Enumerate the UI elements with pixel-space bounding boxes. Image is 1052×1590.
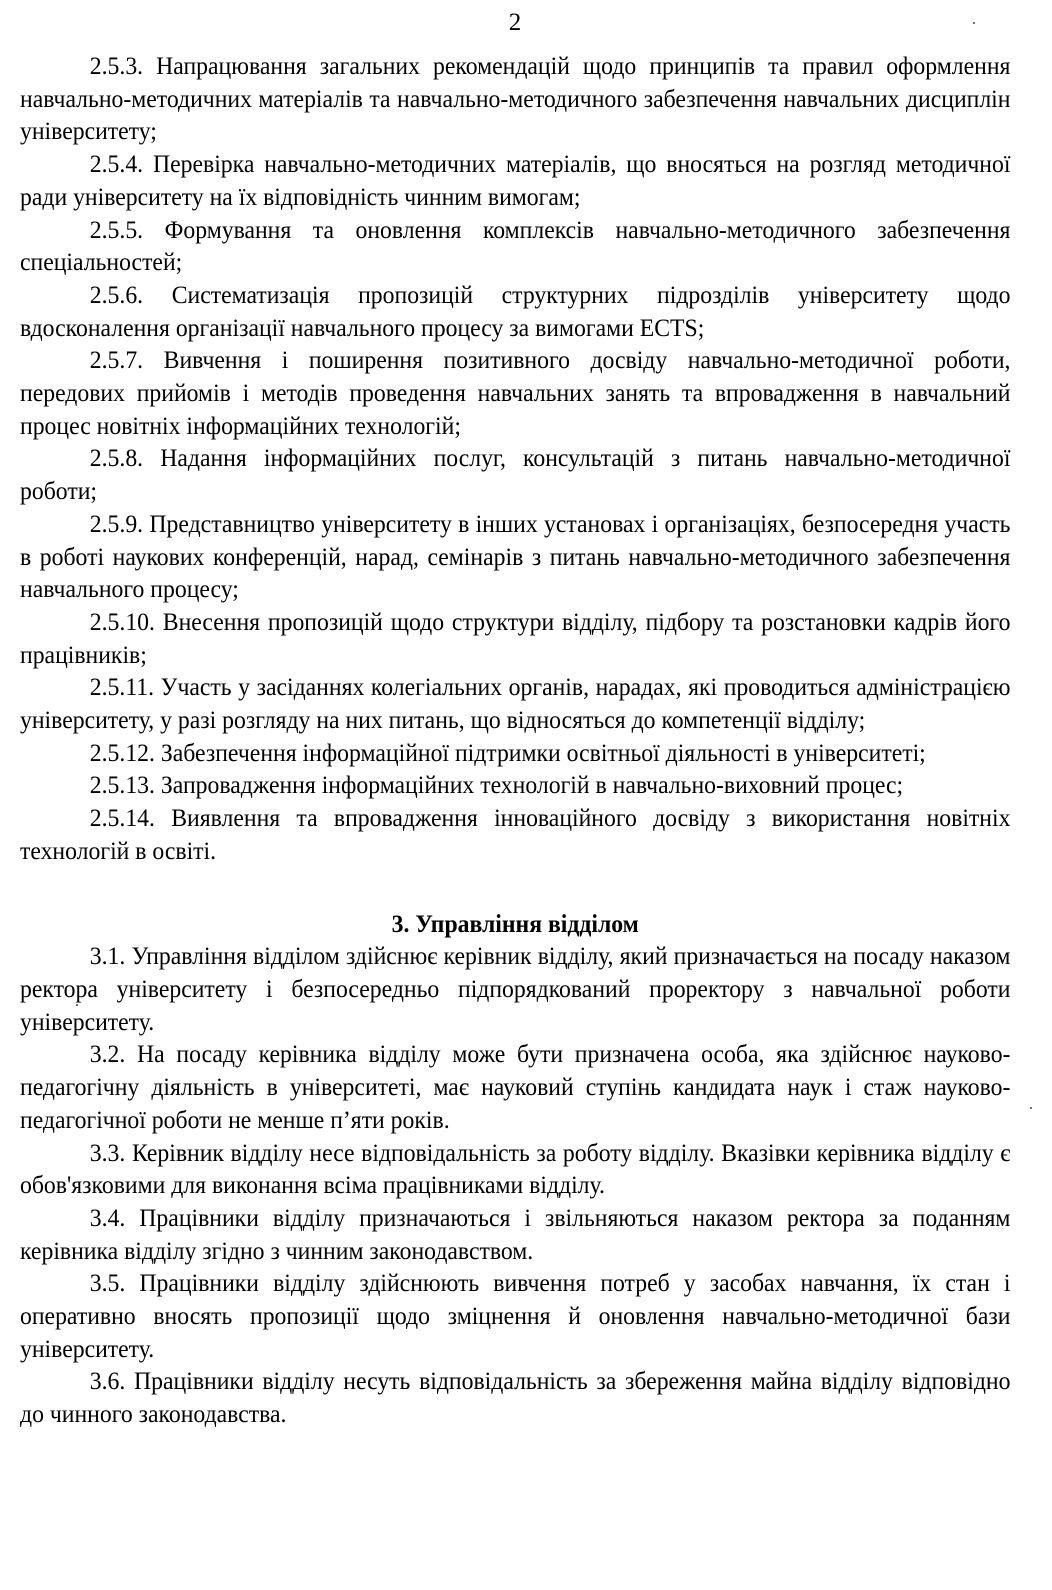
document-body — [20, 50, 1010, 1431]
item-2-5-13: 2.5.13. Запровадження інформаційних технологій в навчально-виховний процес; — [89, 770, 904, 800]
item-3-5: 3.5. Працівники відділу здійснюють вивчення потреб у засобах навчання, їх стан і оперативно вносять пропозиції щодо зміцнення й оновлення навчально-методичної бази університету. — [20, 1268, 1011, 1363]
page-number: 2 — [508, 9, 522, 36]
scan-speck — [973, 22, 975, 24]
item-2-5-10: 2.5.10. Внесення пропозицій щодо структури відділу, підбору та розстановки кадрів його працівників; — [20, 606, 1011, 669]
scan-speck — [76, 1004, 78, 1006]
item-2-5-5: 2.5.5. Формування та оновлення комплексів навчально-методичного забезпечення спеціальностей; — [20, 214, 1011, 277]
item-3-6: 3.6. Працівники відділу несуть відповідальність за збереження майна відділу відповідно до чинного законодавства. — [20, 1366, 1011, 1429]
item-3-4: 3.4. Працівники відділу призначаються і звільняються наказом ректора за поданням керівника відділу згідно з чинним законодавством. — [20, 1202, 1011, 1265]
scan-speck — [1030, 1107, 1032, 1109]
section-3-title: 3. Управління відділом — [391, 908, 639, 938]
item-2-5-4: 2.5.4. Перевірка навчально-методичних матеріалів, що вносяться на розгляд методичної ради університету на їх відповідність чинним вимогам; — [20, 149, 1011, 211]
item-2-5-7: 2.5.7. Вивчення і поширення позитивного досвіду навчально-методичної роботи, передових прийомів і методів проведення навчальних занять та впровадження в навчальний процес новітніх інформаційних технологій; — [20, 345, 1011, 440]
item-2-5-8: 2.5.8. Надання інформаційних послуг, консультацій з питань навчально-методичної роботи; — [20, 443, 1011, 506]
item-2-5-9: 2.5.9. Представництво університету в інших установах і організаціях, безпосередня участь в роботі наукових конференцій, нарад, семінарів з питань навчально-методичного забезпечення навчального процесу; — [20, 508, 1011, 604]
item-2-5-3: 2.5.3. Напрацювання загальних рекомендацій щодо принципів та правил оформлення навчально-методичних матеріалів та навчально-методичного забезпечення навчальних дисциплін університету; — [20, 51, 1011, 146]
item-2-5-11: 2.5.11. Участь у засіданнях колегіальних органів, нарадах, які проводиться адміністрацією університету, у разі розгляду на них питань, що відносяться до компетенції відділу; — [20, 672, 1011, 735]
item-2-5-14: 2.5.14. Виявлення та впровадження інноваційного досвіду з використання новітніх технологій в освіті. — [20, 803, 1011, 865]
item-2-5-12: 2.5.12. Забезпечення інформаційної підтримки освітньої діяльності в університеті; — [89, 737, 926, 767]
item-3-1: 3.1. Управління відділом здійснює керівник відділу, який призначається на посаду наказом ректора університету і безпосередньо підпорядкований проректору з навчальної роботи університету. — [20, 941, 1011, 1036]
item-3-2: 3.2. На посаду керівника відділу може бути призначена особа, яка здійснює науково-педагогічну діяльність в університеті, має науковий ступінь кандидата наук і стаж науково-педагогічної роботи не менше п’яти років. — [20, 1039, 1011, 1134]
item-2-5-6: 2.5.6. Систематизація пропозицій структурних підрозділів університету щодо вдосконалення організації навчального процесу за вимогами ECTS; — [20, 279, 1011, 342]
item-3-3: 3.3. Керівник відділу несе відповідальність за роботу відділу. Вказівки керівника відділу є обов'язковими для виконання всіма працівниками відділу. — [20, 1137, 1011, 1200]
